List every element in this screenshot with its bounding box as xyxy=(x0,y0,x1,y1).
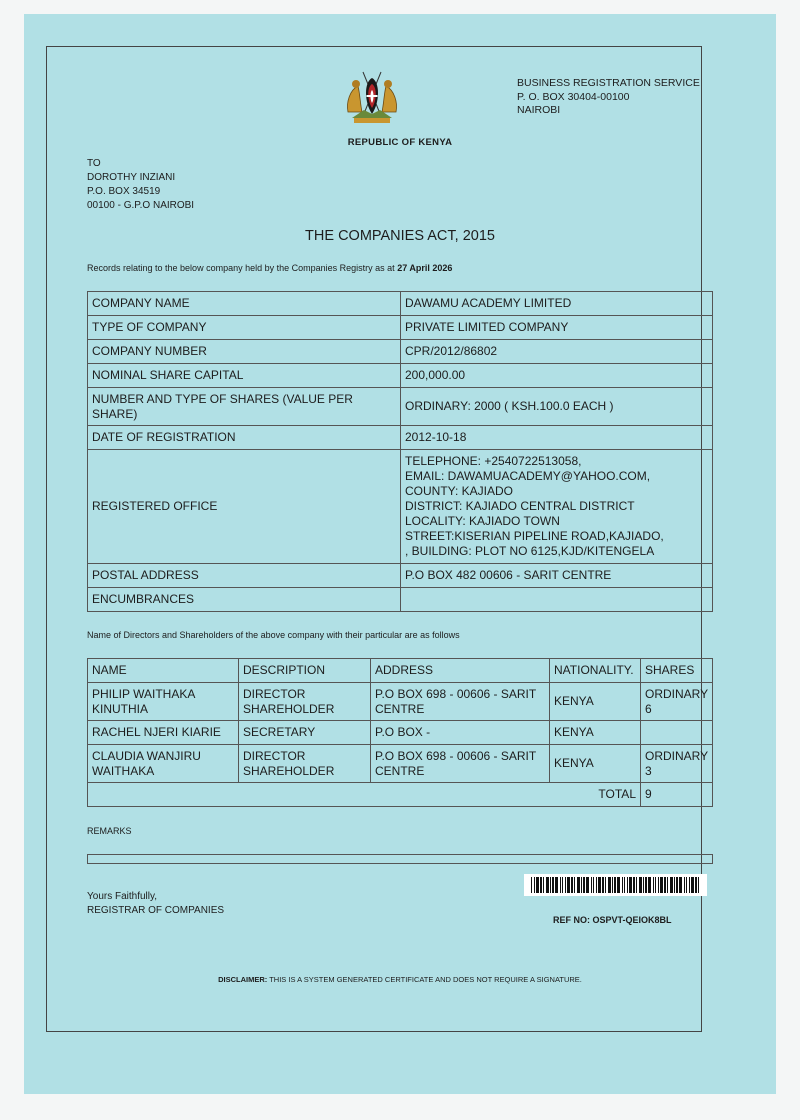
remarks-box xyxy=(87,854,713,864)
records-statement xyxy=(87,263,452,273)
barcode-bar xyxy=(658,877,659,893)
office-detail-line: LOCALITY: KAJIADO TOWN xyxy=(405,514,560,528)
disclaimer-text: THIS IS A SYSTEM GENERATED CERTIFICATE AND DOES NOT REQUIRE A SIGNATURE. xyxy=(267,975,582,984)
barcode-bar xyxy=(639,877,642,893)
barcode-bar xyxy=(636,877,637,893)
addressee-line: 00100 - G.P.O NAIROBI xyxy=(87,200,195,211)
row-label: POSTAL ADDRESS xyxy=(88,564,401,588)
records-date: 27 April 2026 xyxy=(397,263,453,273)
table-row xyxy=(88,683,713,721)
records-text: Records relating to the below company held by the Companies Registry as at xyxy=(87,263,395,273)
barcode-bar xyxy=(596,877,597,893)
column-header: SHARES xyxy=(641,659,713,683)
table-row xyxy=(88,388,713,426)
director-shares: ORDINARY 6 xyxy=(641,683,713,721)
table-row xyxy=(88,564,713,588)
barcode-bar xyxy=(567,877,570,893)
addressee-line: DOROTHY INZIANI xyxy=(87,172,176,183)
barcode-bar xyxy=(664,877,666,893)
closing-line: Yours Faithfully, xyxy=(87,891,158,902)
director-address: P.O BOX - xyxy=(371,721,550,745)
barcode-bar xyxy=(624,877,625,893)
row-label: NOMINAL SHARE CAPITAL xyxy=(88,364,401,388)
row-value: 2012-10-18 xyxy=(401,426,713,450)
disclaimer xyxy=(0,975,800,984)
barcode-bar xyxy=(674,877,675,893)
barcode-bar xyxy=(648,877,651,893)
row-value xyxy=(401,588,713,612)
office-detail-line: STREET:KISERIAN PIPELINE ROAD,KAJIADO, xyxy=(405,529,664,543)
row-label: COMPANY NUMBER xyxy=(88,340,401,364)
barcode-bar xyxy=(562,877,563,893)
table-total-row xyxy=(88,783,713,807)
company-details-table xyxy=(87,291,713,612)
barcode-bar xyxy=(560,877,561,893)
row-label: COMPANY NAME xyxy=(88,292,401,316)
table-row xyxy=(88,721,713,745)
addressee-block xyxy=(87,157,194,213)
barcode-bar xyxy=(689,877,690,893)
director-name: PHILIP WAITHAKA KINUTHIA xyxy=(88,683,239,721)
barcode-bar xyxy=(581,877,582,893)
remarks-label: REMARKS xyxy=(87,826,132,836)
barcode-bar xyxy=(593,877,594,893)
closing-block xyxy=(87,890,224,918)
barcode-bar xyxy=(645,877,647,893)
row-value: CPR/2012/86802 xyxy=(401,340,713,364)
column-header: NATIONALITY. xyxy=(550,659,641,683)
column-header: DESCRIPTION xyxy=(239,659,371,683)
barcode-bar xyxy=(612,877,613,893)
barcode-bar xyxy=(698,877,699,893)
row-label: DATE OF REGISTRATION xyxy=(88,426,401,450)
office-detail-line: COUNTY: KAJIADO xyxy=(405,484,514,498)
barcode-bar xyxy=(550,877,551,893)
total-value: 9 xyxy=(641,783,713,807)
addressee-line: P.O. BOX 34519 xyxy=(87,186,161,197)
barcode-bar xyxy=(629,877,632,893)
barcode-bar xyxy=(531,877,532,893)
barcode-bar xyxy=(536,877,539,893)
column-header: NAME xyxy=(88,659,239,683)
barcode-bar xyxy=(552,877,554,893)
office-line: P. O. BOX 30404-00100 xyxy=(517,90,630,103)
barcode-bar xyxy=(543,877,544,893)
barcode-bar xyxy=(670,877,673,893)
barcode-bar xyxy=(574,877,575,893)
row-label: REGISTERED OFFICE xyxy=(88,450,401,564)
director-nationality: KENYA xyxy=(550,721,641,745)
registered-office-value xyxy=(401,450,713,564)
barcode-bar xyxy=(660,877,663,893)
table-row xyxy=(88,426,713,450)
director-nationality: KENYA xyxy=(550,745,641,783)
barcode-bar xyxy=(622,877,623,893)
director-shares: ORDINARY 3 xyxy=(641,745,713,783)
director-address: P.O BOX 698 - 00606 - SARIT CENTRE xyxy=(371,745,550,783)
directors-intro-text: Name of Directors and Shareholders of the above company with their particular are as follows xyxy=(87,630,460,640)
barcode-bar xyxy=(534,877,535,893)
row-value: P.O BOX 482 00606 - SARIT CENTRE xyxy=(401,564,713,588)
barcode-bar xyxy=(605,877,606,893)
barcode-bar xyxy=(684,877,685,893)
office-line: NAIROBI xyxy=(517,104,561,116)
barcode-bar xyxy=(540,877,542,893)
table-row xyxy=(88,450,713,564)
barcode-graphic xyxy=(531,877,701,893)
barcode-bar xyxy=(676,877,678,893)
office-detail-line: TELEPHONE: +2540722513058, xyxy=(405,454,582,468)
table-row xyxy=(88,292,713,316)
barcode-bar xyxy=(643,877,644,893)
director-nationality: KENYA xyxy=(550,683,641,721)
registration-office-address xyxy=(517,77,700,118)
directors-table xyxy=(87,658,713,807)
table-row xyxy=(88,745,713,783)
barcode-bar xyxy=(608,877,611,893)
barcode-bar xyxy=(583,877,585,893)
barcode-bar xyxy=(653,877,654,893)
table-row xyxy=(88,340,713,364)
table-row xyxy=(88,588,713,612)
office-line: BUSINESS REGISTRATION SERVICE xyxy=(517,77,700,89)
barcode-bar xyxy=(555,877,558,893)
director-description: SECRETARY xyxy=(239,721,371,745)
row-value: ORDINARY: 2000 ( KSH.100.0 EACH ) xyxy=(401,388,713,426)
row-value: 200,000.00 xyxy=(401,364,713,388)
barcode-bar xyxy=(586,877,589,893)
republic-of-kenya-heading: REPUBLIC OF KENYA xyxy=(347,137,453,148)
barcode-bar xyxy=(655,877,656,893)
barcode-bar xyxy=(591,877,592,893)
barcode-bar xyxy=(627,877,628,893)
barcode-bar xyxy=(614,877,616,893)
row-label: ENCUMBRANCES xyxy=(88,588,401,612)
director-name: RACHEL NJERI KIARIE xyxy=(88,721,239,745)
barcode-bar xyxy=(686,877,687,893)
director-shares xyxy=(641,721,713,745)
row-label: TYPE OF COMPANY xyxy=(88,316,401,340)
office-detail-line: , BUILDING: PLOT NO 6125,KJD/KITENGELA xyxy=(405,544,655,558)
barcode-bar xyxy=(571,877,573,893)
barcode-bar xyxy=(695,877,697,893)
to-label: TO xyxy=(87,158,101,169)
row-label: NUMBER AND TYPE OF SHARES (VALUE PER SHARE) xyxy=(88,388,401,426)
director-name: CLAUDIA WANJIRU WAITHAKA xyxy=(88,745,239,783)
barcode-bar xyxy=(577,877,580,893)
row-value: PRIVATE LIMITED COMPANY xyxy=(401,316,713,340)
table-row xyxy=(88,364,713,388)
office-detail-line: DISTRICT: KAJIADO CENTRAL DISTRICT xyxy=(405,499,635,513)
barcode-bar xyxy=(691,877,694,893)
barcode-bar xyxy=(546,877,549,893)
total-label: TOTAL xyxy=(88,783,641,807)
barcode-bar xyxy=(602,877,604,893)
reference-number: REF NO: OSPVT-QEIOK8BL xyxy=(553,915,672,925)
barcode-bar xyxy=(667,877,668,893)
row-value: DAWAMU ACADEMY LIMITED xyxy=(401,292,713,316)
kenya-coat-of-arms-icon xyxy=(344,68,400,128)
barcode-icon xyxy=(524,874,707,896)
closing-line: REGISTRAR OF COMPANIES xyxy=(87,905,225,916)
barcode-bar xyxy=(633,877,635,893)
director-description: DIRECTOR SHAREHOLDER xyxy=(239,683,371,721)
disclaimer-label: DISCLAIMER: xyxy=(218,975,268,984)
barcode-bar xyxy=(617,877,620,893)
barcode-bar xyxy=(679,877,682,893)
table-header-row xyxy=(88,659,713,683)
barcode-bar xyxy=(598,877,601,893)
table-row xyxy=(88,316,713,340)
barcode-bar xyxy=(565,877,566,893)
director-description: DIRECTOR SHAREHOLDER xyxy=(239,745,371,783)
director-address: P.O BOX 698 - 00606 - SARIT CENTRE xyxy=(371,683,550,721)
document-title: THE COMPANIES ACT, 2015 xyxy=(305,228,495,244)
office-detail-line: EMAIL: DAWAMUACADEMY@YAHOO.COM, xyxy=(405,469,651,483)
column-header: ADDRESS xyxy=(371,659,550,683)
